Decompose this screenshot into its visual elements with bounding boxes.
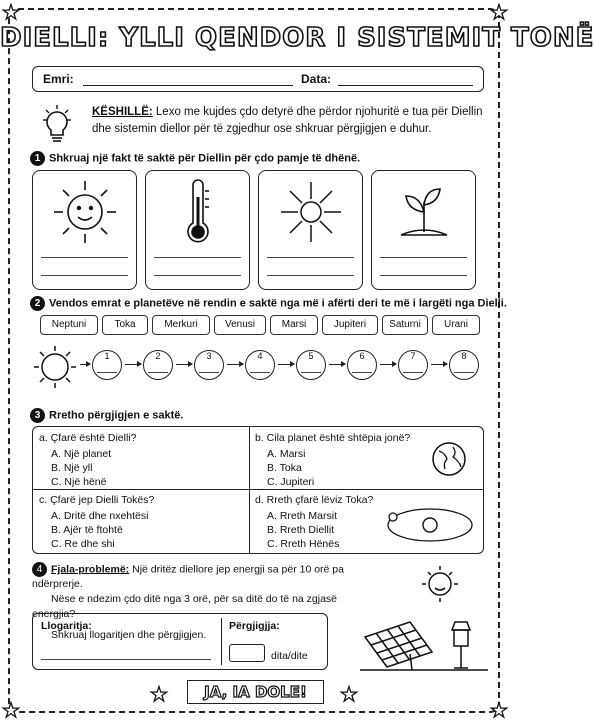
- question-1: [30, 151, 360, 166]
- word-problem-text-2: Nëse e ndezim çdo ditë nga 3 orë, për sa ditë do të na zgjasë energjia?: [32, 593, 338, 621]
- mcq-item-b: [255, 431, 410, 489]
- calculation-box: [32, 613, 328, 670]
- order-slot[interactable]: [245, 350, 275, 380]
- tip-label: KËSHILLË:: [92, 106, 153, 118]
- fact-card-sun-rays: [258, 170, 363, 290]
- star-icon: ★: [490, 698, 508, 722]
- slot-number: 2: [155, 351, 161, 361]
- arrow-icon: [176, 364, 192, 365]
- arrow-icon: [329, 364, 345, 365]
- arrow-icon: [431, 364, 447, 365]
- calc-label: Llogaritja:: [41, 620, 92, 632]
- tip-body: Lexo me kujdes çdo detyrë dhe përdor njohuritë e tua për Diellin dhe sistemin diellor për të zgjedhur ose shkruar përgjigjen e duhur.: [92, 106, 483, 135]
- mcq-option[interactable]: C. Një hënë: [51, 476, 107, 488]
- planet-chip[interactable]: Saturni: [382, 315, 428, 335]
- answer-line[interactable]: [380, 275, 467, 276]
- mcq-option[interactable]: B. Ajër të ftohtë: [51, 524, 123, 536]
- date-label: Data:: [301, 72, 332, 86]
- mcq-item-d: [255, 493, 373, 551]
- question-2: [30, 296, 507, 311]
- question-number: 1: [30, 151, 45, 166]
- arrow-icon: [380, 364, 396, 365]
- planet-chip[interactable]: Urani: [432, 315, 480, 335]
- mcq-option[interactable]: B. Rreth Diellit: [267, 524, 335, 536]
- question-3: [30, 408, 183, 423]
- answer-line[interactable]: [154, 257, 241, 258]
- order-slot[interactable]: [92, 350, 122, 380]
- question-2-text: Vendos emrat e planetëve në rendin e saktë nga më i afërti deri te më i largëti nga Dielli.: [49, 297, 507, 310]
- fact-card-sprout: [371, 170, 476, 290]
- mcq-option[interactable]: B. Një yll: [51, 462, 93, 474]
- mcq-option[interactable]: C. Re dhe shi: [51, 538, 115, 550]
- slot-number: 3: [206, 351, 212, 361]
- question-number: 2: [30, 296, 45, 311]
- answer-line[interactable]: [41, 275, 128, 276]
- question-1-text: Shkruaj një fakt të saktë për Diellin për çdo pamje të dhënë.: [49, 152, 361, 165]
- mcq-option[interactable]: B. Toka: [267, 462, 302, 474]
- mcq-option[interactable]: C. Jupiteri: [267, 476, 315, 488]
- question-number: 4: [32, 562, 47, 577]
- mcq-item-c: [39, 493, 154, 551]
- word-problem-text-1: Një dritëz diellore jep energji sa për 10 orë pa ndërprerje.: [32, 563, 344, 591]
- question-number: 3: [30, 408, 45, 423]
- star-icon: ★: [490, 0, 508, 24]
- done-button[interactable]: JA, IA DOLE!: [187, 680, 324, 704]
- mcq-option[interactable]: A. Dritë dhe nxehtësi: [51, 510, 149, 522]
- calc-line[interactable]: [41, 659, 211, 660]
- planet-order-row: [32, 342, 492, 402]
- solar-lamp-illustration: [360, 562, 490, 672]
- star-icon: ★: [2, 0, 20, 24]
- answer-field[interactable]: [229, 644, 265, 662]
- answer-line[interactable]: [41, 257, 128, 258]
- sprout-icon: [389, 177, 459, 247]
- sun-icon: [32, 344, 78, 390]
- arrow-icon: [227, 364, 243, 365]
- planet-chip[interactable]: Toka: [102, 315, 148, 335]
- page-title: DIELLI: YLLI QENDOR I SISTEMIT TONË: [0, 23, 594, 53]
- mcq-option[interactable]: A. Marsi: [267, 448, 306, 460]
- name-label: Emri:: [43, 72, 74, 86]
- order-slot[interactable]: [194, 350, 224, 380]
- arrow-icon: [80, 364, 90, 365]
- word-problem-label: Fjala-problemë:: [51, 563, 130, 576]
- planet-chip[interactable]: Jupiteri: [322, 315, 378, 335]
- arrow-icon: [278, 364, 294, 365]
- slot-number: 8: [461, 351, 467, 361]
- sun-icon: [50, 177, 120, 247]
- multiple-choice-grid: [32, 426, 484, 554]
- order-slot[interactable]: [347, 350, 377, 380]
- answer-label: Përgjigjja:: [229, 620, 280, 632]
- slot-number: 7: [410, 351, 416, 361]
- planet-chip[interactable]: Marsi: [270, 315, 318, 335]
- slot-number: 1: [104, 351, 110, 361]
- mcq-question: a. Çfarë është Dielli?: [39, 432, 137, 444]
- answer-line[interactable]: [267, 275, 354, 276]
- fact-card-sun: [32, 170, 137, 290]
- thermometer-icon: [163, 177, 233, 247]
- star-icon: ★: [150, 682, 168, 706]
- earth-icon: [431, 441, 467, 477]
- slot-number: 4: [257, 351, 263, 361]
- sun-rays-icon: [276, 177, 346, 247]
- arrow-icon: [125, 364, 141, 365]
- mcq-item-a: [39, 431, 136, 489]
- planet-chip[interactable]: Neptuni: [40, 315, 98, 335]
- answer-line[interactable]: [380, 257, 467, 258]
- name-field[interactable]: [83, 85, 293, 86]
- slot-number: 6: [359, 351, 365, 361]
- order-slot[interactable]: [296, 350, 326, 380]
- order-slot[interactable]: [398, 350, 428, 380]
- mcq-option[interactable]: A. Rreth Marsit: [267, 510, 338, 522]
- date-field[interactable]: [338, 85, 473, 86]
- lightbulb-icon: [40, 104, 74, 144]
- mcq-option[interactable]: C. Rreth Hënës: [267, 538, 340, 550]
- order-slot[interactable]: [449, 350, 479, 380]
- answer-unit: dita/dite: [271, 650, 308, 662]
- fact-card-thermometer: [145, 170, 250, 290]
- mcq-question: c. Çfarë jep Dielli Tokës?: [39, 494, 155, 506]
- mcq-option[interactable]: A. Një planet: [51, 448, 112, 460]
- orbit-icon: [385, 503, 475, 547]
- planet-chip[interactable]: Merkuri: [152, 315, 210, 335]
- answer-line[interactable]: [154, 275, 241, 276]
- slot-number: 5: [308, 351, 314, 361]
- answer-line[interactable]: [267, 257, 354, 258]
- mcq-question: b. Cila planet është shtëpia jonë?: [255, 432, 411, 444]
- mcq-question: d. Rreth çfarë lëviz Toka?: [255, 494, 374, 506]
- star-icon: ★: [2, 698, 20, 722]
- star-icon: ★: [340, 682, 358, 706]
- word-problem-text-3: Shkruaj llogaritjen dhe përgjigjen.: [51, 629, 207, 642]
- question-3-text: Rretho përgjigjen e saktë.: [49, 409, 184, 422]
- tip-text: [92, 104, 492, 138]
- order-slot[interactable]: [143, 350, 173, 380]
- name-date-box: [32, 66, 484, 92]
- planet-chip[interactable]: Venusi: [214, 315, 266, 335]
